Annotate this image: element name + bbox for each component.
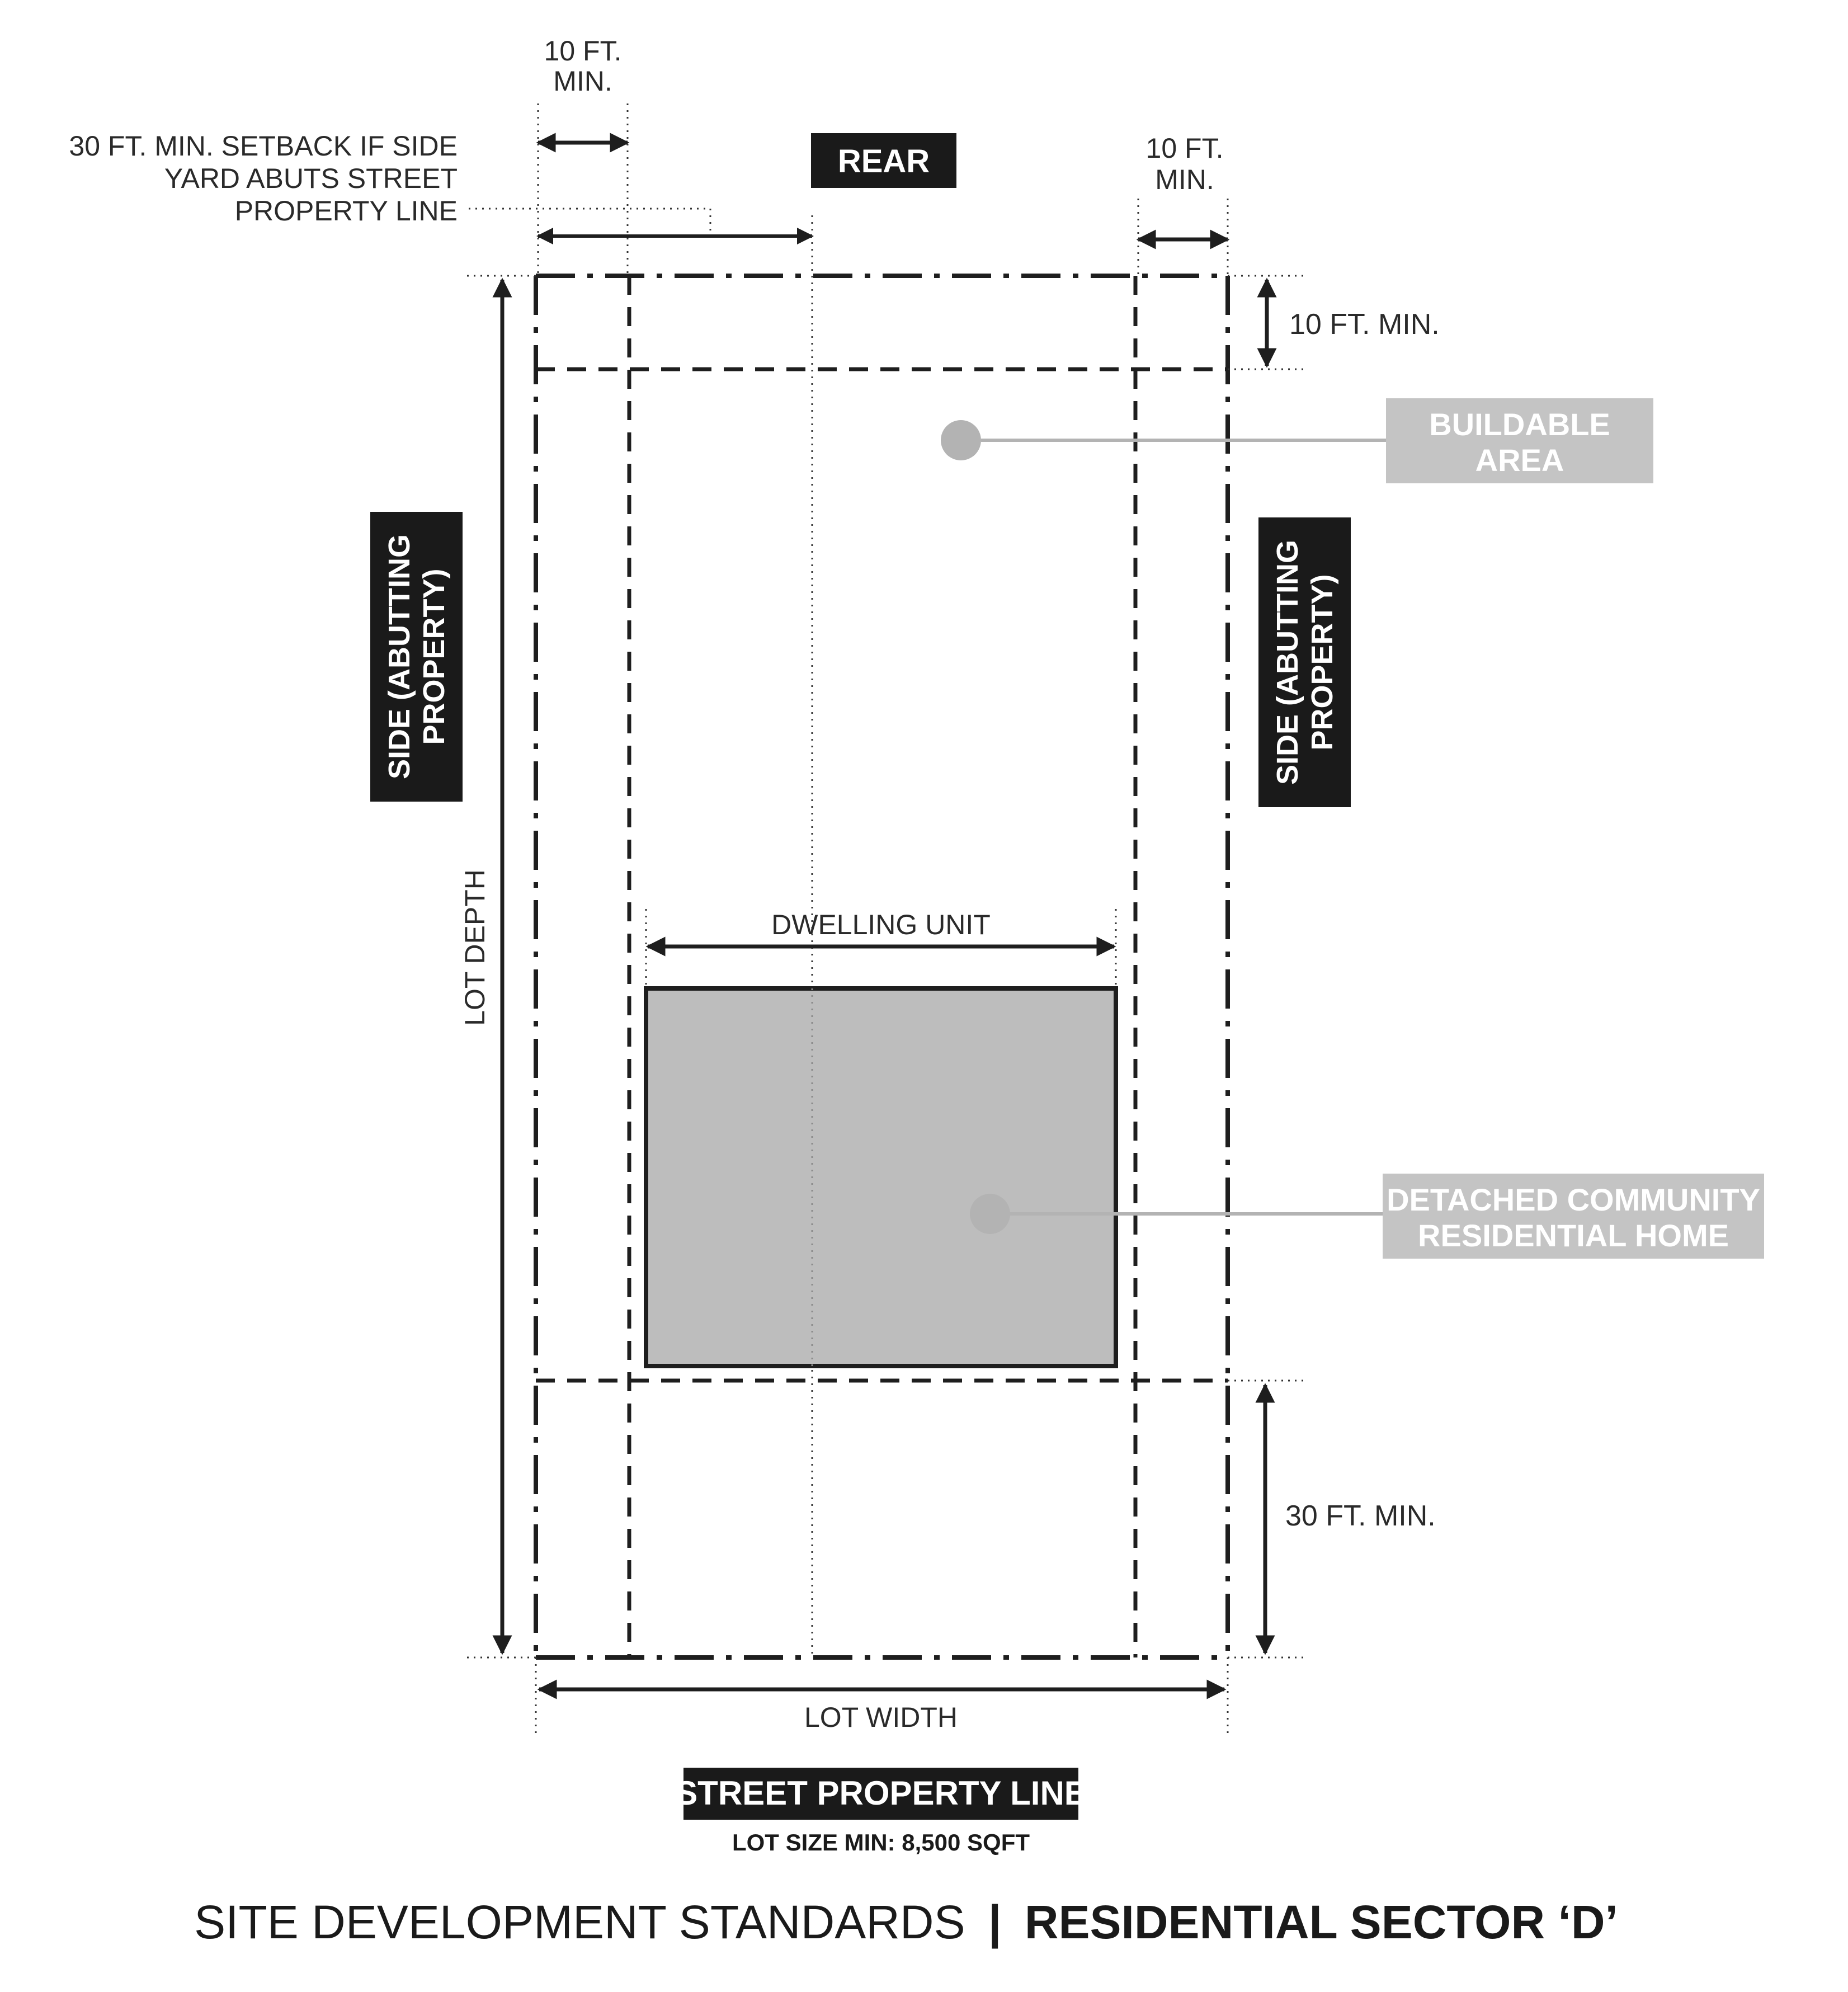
lot-width-label: LOT WIDTH xyxy=(804,1702,958,1733)
setback-lines xyxy=(536,276,1228,1657)
top-right-dim-label-1: 10 FT. xyxy=(1145,133,1224,164)
setback-note-line-1: 30 FT. MIN. SETBACK IF SIDE xyxy=(69,130,458,162)
setback-note-line-2: YARD ABUTS STREET xyxy=(164,163,458,194)
title-regular: SITE DEVELOPMENT STANDARDS xyxy=(194,1896,965,1948)
residential-home-label-1: DETACHED COMMUNITY xyxy=(1387,1182,1760,1217)
buildable-area-label-1: BUILDABLE xyxy=(1429,407,1610,442)
rear-label: REAR xyxy=(837,143,930,180)
setback-note-line-3: PROPERTY LINE xyxy=(234,195,458,227)
buildable-area-label-2: AREA xyxy=(1475,442,1564,478)
top-left-dim-label-1: 10 FT. xyxy=(544,35,622,67)
residential-home-marker xyxy=(970,1194,1010,1234)
lot-size-label: LOT SIZE MIN: 8,500 SQFT xyxy=(732,1829,1030,1856)
rear-setback-label: 10 FT. MIN. xyxy=(1289,308,1440,341)
lot-depth-label: LOT DEPTH xyxy=(459,869,491,1026)
setback-note-leader xyxy=(469,209,710,235)
property-boundary xyxy=(536,276,1228,1657)
top-right-dim-label-2: MIN. xyxy=(1155,164,1214,195)
buildable-area-marker xyxy=(941,420,981,460)
side-right-label-1: SIDE (ABUTTING xyxy=(1271,540,1304,785)
dwelling-unit-footprint xyxy=(646,988,1116,1366)
dwelling-unit-label: DWELLING UNIT xyxy=(771,909,991,940)
title-bold: RESIDENTIAL SECTOR ‘D’ xyxy=(1024,1896,1618,1948)
side-left-label-2: PROPERTY) xyxy=(417,568,451,745)
diagram-title xyxy=(194,1896,1618,1949)
top-left-dim-label-2: MIN. xyxy=(553,65,612,97)
front-setback-label: 30 FT. MIN. xyxy=(1285,1500,1436,1532)
residential-home-label-2: RESIDENTIAL HOME xyxy=(1418,1218,1729,1253)
side-right-label-2: PROPERTY) xyxy=(1305,574,1339,751)
side-left-label-1: SIDE (ABUTTING xyxy=(383,534,416,779)
street-label: STREET PROPERTY LINE xyxy=(675,1774,1087,1812)
title-separator: | xyxy=(988,1896,1002,1948)
